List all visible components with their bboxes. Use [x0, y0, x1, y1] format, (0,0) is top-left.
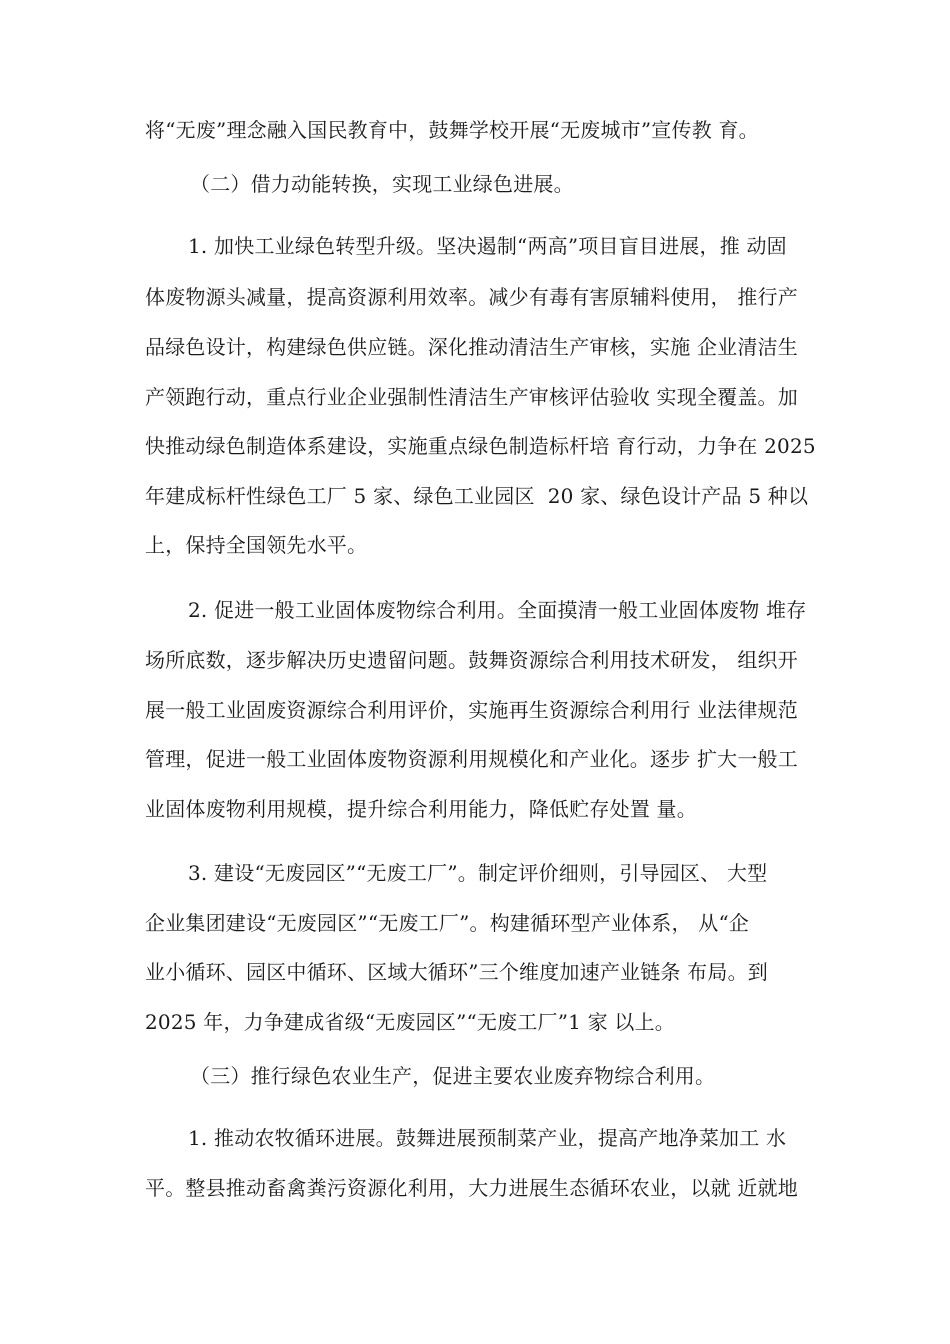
text-line: 3. 建设“无废园区”“无废工厂”。制定评价细则，引导园区、 大型	[188, 861, 768, 885]
text-line: 年建成标杆性绿色工厂 5 家、绿色工业园区 20 家、绿色设计产品 5 种以	[145, 484, 809, 508]
text-line: 企业集团建设“无废园区”“无废工厂”。构建循环型产业体系， 从“企	[145, 911, 750, 935]
text-line: 1. 推动农牧循环进展。鼓舞进展预制菜产业，提高产地净菜加工 水	[188, 1126, 787, 1150]
text-line: 体废物源头减量，提高资源利用效率。减少有毒有害原辅料使用， 推行产	[145, 285, 798, 309]
text-line: 上，保持全国领先水平。	[145, 533, 368, 557]
text-line: 业固体废物利用规模，提升综合利用能力，降低贮存处置 量。	[145, 797, 697, 821]
text-line: 场所底数，逐步解决历史遗留问题。鼓舞资源综合利用技术研发， 组织开	[145, 648, 798, 672]
text-line: 展一般工业固废资源综合利用评价，实施再生资源综合利用行 业法律规范	[145, 698, 798, 722]
text-line: 业小循环、园区中循环、区域大循环”三个维度加速产业链条 布局。到	[145, 960, 768, 984]
text-line: 1. 加快工业绿色转型升级。坚决遏制“两高”项目盲目进展，推 动固	[188, 234, 787, 258]
text-line: 2025 年，力争建成省级“无废园区”“无废工厂”1 家 以上。	[145, 1010, 675, 1034]
text-line: 产领跑行动，重点行业企业强制性清洁生产审核评估验收 实现全覆盖。加	[145, 385, 798, 409]
text-line: 品绿色设计，构建绿色供应链。深化推动清洁生产审核，实施 企业清洁生	[145, 335, 798, 359]
text-line: 管理，促进一般工业固体废物资源利用规模化和产业化。逐步 扩大一般工	[145, 747, 798, 771]
text-line: 2. 促进一般工业固体废物综合利用。全面摸清一般工业固体废物 堆存	[188, 598, 807, 622]
section-heading: （三）推行绿色农业生产，促进主要农业废弃物综合利用。	[190, 1064, 716, 1088]
text-line: 平。整县推动畜禽粪污资源化利用，大力进展生态循环农业，以就 近就地	[145, 1176, 798, 1200]
section-heading: （二）借力动能转换，实现工业绿色进展。	[190, 172, 574, 196]
text-line: 将“无废”理念融入国民教育中，鼓舞学校开展“无废城市”宣传教 育。	[145, 118, 759, 142]
text-line: 快推动绿色制造体系建设，实施重点绿色制造标杆培 育行动，力争在 2025	[145, 434, 816, 458]
